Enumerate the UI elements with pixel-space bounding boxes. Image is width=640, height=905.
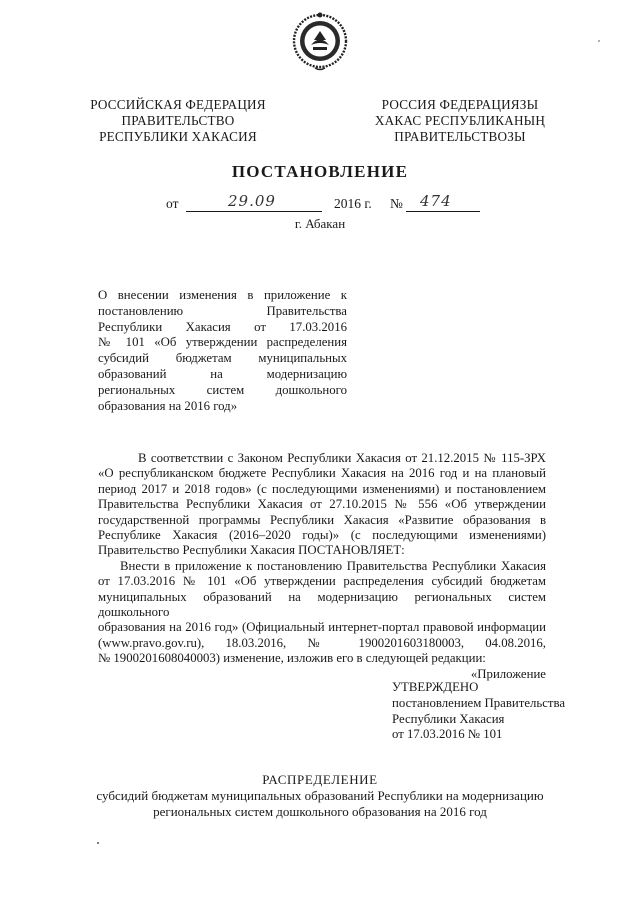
distribution-title: РАСПРЕДЕЛЕНИЕ — [262, 772, 378, 787]
subject-line: О внесении изменения в приложение к — [98, 288, 347, 302]
subject-line: № 101 «Об утверждении распределения — [98, 335, 347, 350]
distribution-subtitle: субсидий бюджетам муниципальных образований Республики на модернизацию — [96, 788, 544, 803]
header-right-line: ПРАВИТЕЛЬСТВОЗЫ — [394, 129, 526, 144]
from-label: от — [166, 196, 179, 211]
subject-line: образований на модернизацию — [98, 366, 347, 381]
approval-line: постановлением Правительства — [392, 695, 566, 710]
approval-line: УТВЕРЖДЕНО — [392, 680, 479, 694]
approval-line: Республики Хакасия — [392, 711, 505, 726]
body-line: Правительство Республики Хакасия ПОСТАНОВЛЯЕТ: — [98, 543, 405, 558]
handwritten-date: 29.09 — [228, 192, 276, 210]
city-label: г. Абакан — [294, 216, 346, 231]
document-body — [98, 451, 546, 682]
header-left — [78, 97, 278, 145]
header-right-line: ХАКАС РЕСПУБЛИКАНЫҢ — [374, 113, 546, 128]
body-line: «О республиканском бюджете Республики Хакасия на 2016 год и на плановый — [98, 466, 546, 481]
body-line: Правительства Республики Хакасия от 27.10.2015 № 556 «Об утверждении — [98, 497, 546, 512]
subject-line: образования на 2016 год» — [98, 398, 238, 413]
distribution-heading — [0, 772, 640, 820]
paragraph-resolution — [98, 559, 546, 667]
approval-block — [392, 680, 565, 743]
paragraph-preamble — [98, 451, 546, 559]
subject-line: постановлению Правительства — [98, 303, 347, 318]
subject-line: субсидий бюджетам муниципальных — [98, 351, 347, 366]
handwritten-number: 474 — [420, 192, 452, 210]
distribution-subtitle: региональных систем дошкольного образования на 2016 год — [153, 804, 487, 819]
coat-of-arms-icon — [291, 10, 349, 72]
appendix-label: «Приложение — [470, 666, 546, 681]
subject-line: региональных систем дошкольного — [98, 382, 347, 397]
approval-line: от 17.03.2016 № 101 — [392, 727, 503, 742]
number-label: № — [390, 196, 403, 211]
body-line: от 17.03.2016 № 101 «Об утверждении распределения субсидий бюджетам — [98, 574, 546, 589]
scan-speck — [97, 842, 99, 844]
body-line: № 1900201608040003) изменение, изложив его в следующей редакции: — [98, 651, 486, 666]
subject-line: Республики Хакасия от 17.03.2016 — [98, 319, 347, 334]
header-left-line: ПРАВИТЕЛЬСТВО — [121, 113, 235, 128]
body-line: образования на 2016 год» (Официальный интернет-портал правовой информации — [98, 620, 546, 635]
subject-block — [98, 288, 347, 414]
document-title: ПОСТАНОВЛЕНИЕ — [231, 162, 409, 181]
body-line: Внести в приложение к постановлению Правительства Республики Хакасия — [120, 558, 546, 573]
header-right-line: РОССИЯ ФЕДЕРАЦИЯЗЫ — [381, 97, 539, 112]
body-line: государственной программы Республики Хакасия «Развитие образования в — [98, 512, 546, 527]
header-right — [360, 97, 560, 145]
body-line: (www.pravo.gov.ru), 18.03.2016, № 1900201603180003, 04.08.2016, — [98, 635, 546, 650]
body-line: Республике Хакасия (2016–2020 годы)» (с последующими изменениями) — [98, 528, 546, 543]
body-line: муниципальных образований на модернизацию региональных систем дошкольного — [98, 589, 546, 620]
body-line: В соответствии с Законом Республики Хакасия от 21.12.2015 № 115-ЗРХ — [138, 451, 546, 465]
header-left-line: РОССИЙСКАЯ ФЕДЕРАЦИЯ — [90, 97, 266, 112]
body-line: период 2017 и 2018 годов» (с последующими изменениями) и постановлением — [98, 481, 546, 496]
year-label: 2016 г. — [334, 196, 372, 211]
scan-speck — [598, 40, 600, 42]
header-left-line: РЕСПУБЛИКИ ХАКАСИЯ — [99, 129, 257, 144]
